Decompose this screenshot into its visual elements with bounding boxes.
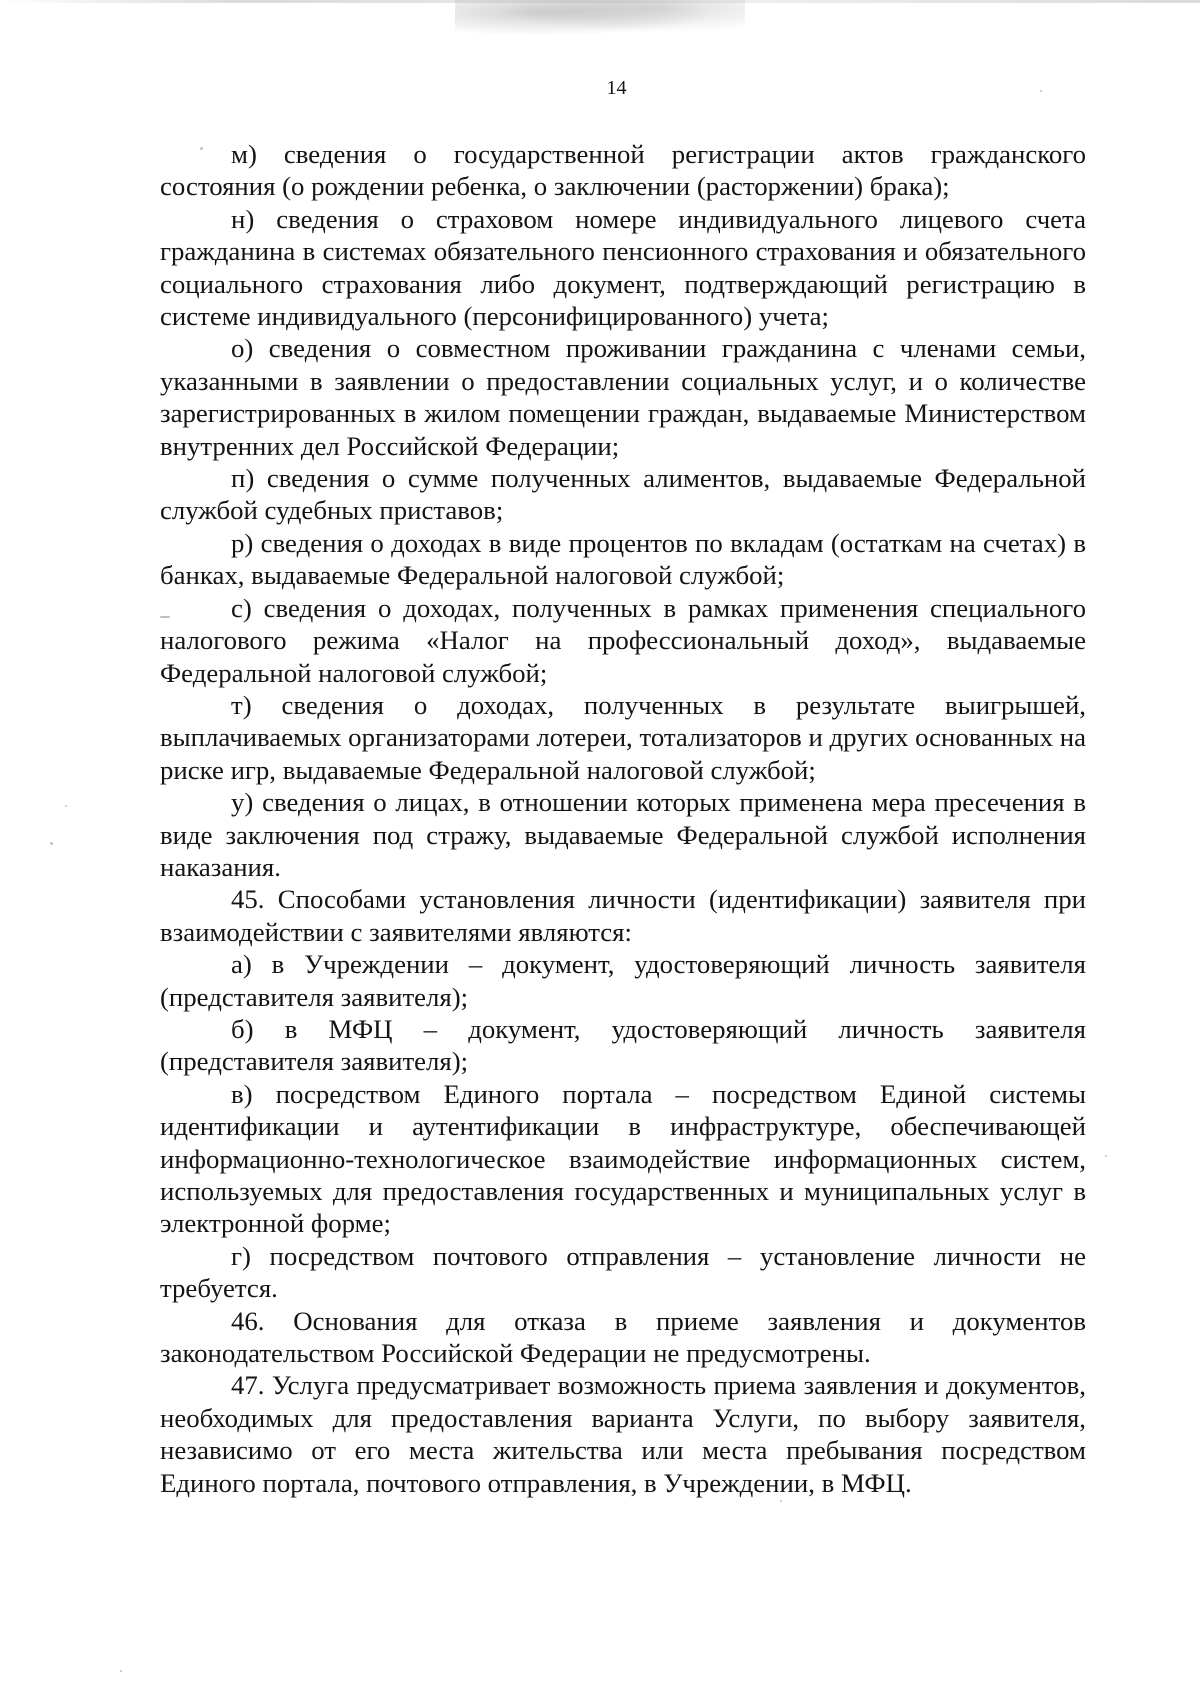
- paragraph-u: у) сведения о лицах, в отношении которых применена мера пресечения в виде заключения под стражу, выдаваемые Федеральной службой исполнения наказания.: [160, 787, 1086, 882]
- paragraph-47: 47. Услуга предусматривает возможность приема заявления и документов, необходимых для предоставления варианта Услуги, по выбору заявителя, независимо от его места жительства или места пребывания посредством Единого портала, почтового отправления, в Учреждении, в МФЦ.: [160, 1370, 1086, 1498]
- document-body: [160, 138, 1086, 1499]
- paragraph-p: п) сведения о сумме полученных алиментов, выдаваемые Федеральной службой судебных приставов;: [160, 463, 1086, 526]
- paragraph-45-v: в) посредством Единого портала – посредством Единой системы идентификации и аутентификации в инфраструктуре, обеспечивающей информационно-технологическое взаимодействие информационных систем, используемых для предоставления государственных и муниципальных услуг в электронной форме;: [160, 1078, 1086, 1239]
- scan-noise: [455, 0, 745, 40]
- paragraph-m: м) сведения о государственной регистрации актов гражданского состояния (о рождении ребенка, о заключении (расторжении) брака);: [160, 139, 1086, 202]
- scan-speck: [160, 616, 170, 618]
- scan-speck: [65, 805, 67, 807]
- paragraph-o: о) сведения о совместном проживании гражданина с членами семьи, указанными в заявлении о предоставлении социальных услуг, и о количестве зарегистрированных в жилом помещении граждан, выдаваемые Министерством внутренних дел Российской Федерации;: [160, 333, 1086, 461]
- scan-speck: [1040, 90, 1042, 92]
- scan-speck: [50, 842, 53, 845]
- paragraph-46: 46. Основания для отказа в приеме заявления и документов законодательством Российской Федерации не предусмотрены.: [160, 1305, 1086, 1369]
- page-number: 14: [606, 77, 627, 99]
- scan-speck: [1105, 1155, 1107, 1157]
- paragraph-45-a: а) в Учреждении – документ, удостоверяющий личность заявителя (представителя заявителя);: [160, 949, 1086, 1012]
- paragraph-45: 45. Способами установления личности (идентификации) заявителя при взаимодействии с заявителями являются:: [160, 884, 1086, 947]
- scan-speck: [120, 1670, 122, 1672]
- paragraph-45-g: г) посредством почтового отправления – установление личности не требуется.: [160, 1240, 1086, 1304]
- scan-speck: [780, 1500, 782, 1502]
- paragraph-45-b: б) в МФЦ – документ, удостоверяющий личность заявителя (представителя заявителя);: [160, 1013, 1086, 1077]
- paragraph-t: т) сведения о доходах, полученных в результате выигрышей, выплачиваемых организаторами лотереи, тотализаторов и других основанных на риске игр, выдаваемые Федеральной налоговой службой;: [160, 689, 1086, 785]
- paragraph-n: н) сведения о страховом номере индивидуального лицевого счета гражданина в системах обязательного пенсионного страхования и обязательного социального страхования либо документ, подтверждающий регистрацию в системе индивидуального (персонифицированного) учета;: [160, 203, 1086, 332]
- scan-speck: [200, 147, 203, 150]
- paragraph-r: р) сведения о доходах в виде процентов по вкладам (остаткам на счетах) в банках, выдаваемые Федеральной налоговой службой;: [160, 527, 1086, 591]
- paragraph-s: с) сведения о доходах, полученных в рамках применения специального налогового режима «Налог на профессиональный доход», выдаваемые Федеральной налоговой службой;: [160, 592, 1086, 688]
